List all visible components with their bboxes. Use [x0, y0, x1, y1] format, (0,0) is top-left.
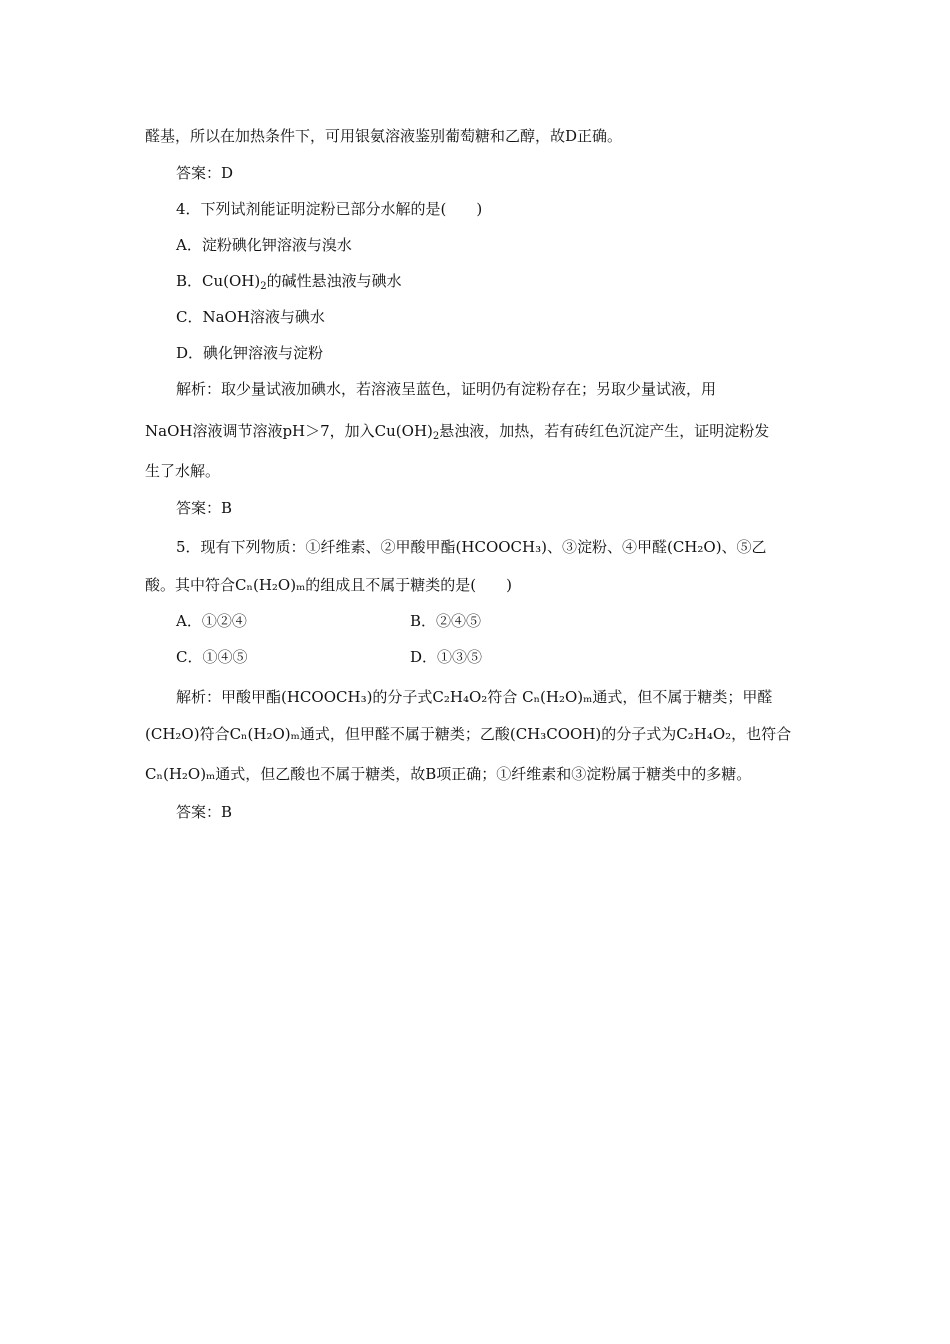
q5-answer: 答案：B — [176, 803, 233, 821]
q3-answer: 答案：D — [176, 164, 234, 182]
q4-option-b-pre: B．Cu(OH) — [176, 272, 261, 290]
q4-analysis-line-3: 生了水解。 — [145, 462, 221, 480]
q4-option-b-sub: 2 — [260, 281, 267, 292]
q4-analysis-line-2-post: 悬浊液，加热，若有砖红色沉淀产生，证明淀粉发 — [439, 422, 770, 440]
q5-options-row-1 — [176, 611, 846, 631]
q5-analysis-line-2: (CH₂O)符合Cₙ(H₂O)ₘ通式，但甲醛不属于糖类；乙酸(CH₃COOH)的分子式为C₂H₄O₂，也符合 — [145, 725, 792, 743]
q4-analysis-line-2-sub: 2 — [432, 431, 440, 442]
q5-stem-line-2: 酸。其中符合Cₙ(H₂O)ₘ的组成且不属于糖类的是( ) — [145, 576, 512, 594]
q4-analysis-line-1: 解析：取少量试液加碘水，若溶液呈蓝色，证明仍有淀粉存在；另取少量试液，用 — [176, 380, 717, 398]
q4-option-d: D．碘化钾溶液与淀粉 — [176, 344, 324, 362]
q4-option-b — [176, 271, 846, 291]
q4-stem: 4．下列试剂能证明淀粉已部分水解的是( ) — [176, 200, 483, 218]
q5-option-a: A．①②④ — [176, 612, 247, 630]
q3-analysis-tail: 醛基，所以在加热条件下，可用银氨溶液鉴别葡萄糖和乙醇，故D正确。 — [145, 127, 623, 145]
q5-option-d: D．①③⑤ — [410, 648, 483, 666]
q4-analysis-line-2 — [145, 421, 815, 441]
q4-option-a: A．淀粉碘化钾溶液与溴水 — [176, 236, 352, 254]
q5-option-c: C．①④⑤ — [176, 648, 248, 666]
q5-analysis-line-3: Cₙ(H₂O)ₘ通式，但乙酸也不属于糖类，故B项正确；①纤维素和③淀粉属于糖类中的多糖。 — [145, 765, 752, 783]
q4-answer: 答案：B — [176, 499, 233, 517]
q5-option-b: B．②④⑤ — [410, 612, 482, 630]
q5-options-row-2 — [176, 647, 846, 667]
q5-analysis-line-1: 解析：甲酸甲酯(HCOOCH₃)的分子式C₂H₄O₂符合 Cₙ(H₂O)ₘ通式，但不属于糖类；甲醛 — [176, 688, 773, 706]
q4-option-c: C．NaOH溶液与碘水 — [176, 308, 325, 326]
q4-analysis-line-2-pre: NaOH溶液调节溶液pH＞7，加入Cu(OH) — [145, 422, 433, 440]
q5-stem-line-1: 5．现有下列物质：①纤维素、②甲酸甲酯(HCOOCH₃)、③淀粉、④甲醛(CH₂O)、⑤乙 — [176, 538, 767, 556]
q4-option-b-post: 的碱性悬浊液与碘水 — [266, 272, 402, 290]
